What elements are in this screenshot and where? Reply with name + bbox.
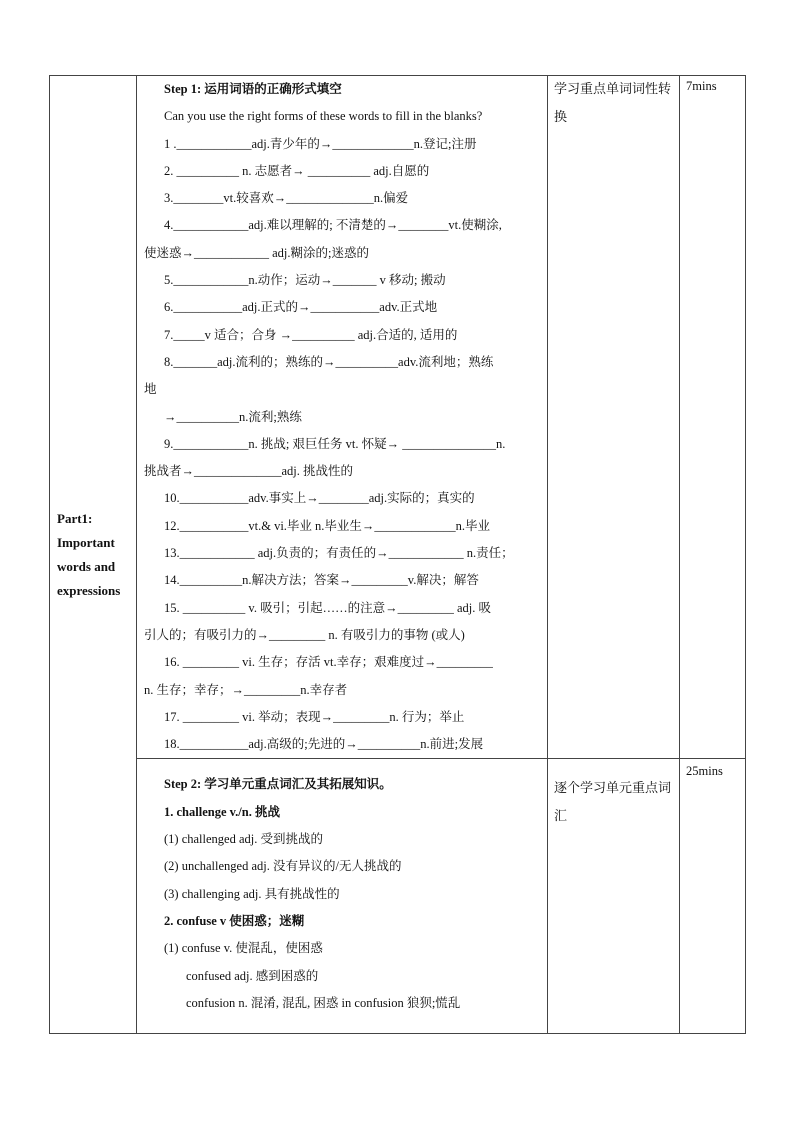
step1-time-cell <box>680 76 746 759</box>
step1-content <box>137 76 547 758</box>
text-line: 8._______adj.流利的；熟练的→__________adv.流利地；熟练 <box>164 354 494 369</box>
text-line: Step 2: 学习单元重点词汇及其拓展知识。 <box>164 777 392 792</box>
text-line: 3.________vt.较喜欢→______________n.偏爱 <box>164 191 409 206</box>
text-line: 5.____________n.动作；运动→_______ v 移动; 搬动 <box>164 273 446 288</box>
text-line: 2. confuse v 使困惑；迷糊 <box>164 913 305 928</box>
text-line: 6.___________adj.正式的→___________adv.正式地 <box>164 300 438 315</box>
step1-note-cell <box>548 76 680 759</box>
text-line: 4.____________adj.难以理解的; 不清楚的→________vt.使糊涂, <box>164 218 502 233</box>
step2-content <box>137 759 547 1017</box>
text-line: 使迷惑→____________ adj.糊涂的;迷惑的 <box>144 245 369 260</box>
text-line: 1 .____________adj.青少年的→_____________n.登记;注册 <box>164 136 477 151</box>
text-line: Can you use the right forms of these words to fill in the blanks? <box>164 109 483 124</box>
text-line: 17. _________ vi. 举动；表现→_________n. 行为；举止 <box>164 709 465 724</box>
text-line: 15. __________ v. 吸引；引起……的注意→_________ adj. 吸 <box>164 600 491 615</box>
step2-cell <box>137 759 548 1034</box>
text-line: (2) unchallenged adj. 没有异议的/无人挑战的 <box>164 859 402 874</box>
text-line: 10.___________adv.事实上→________adj.实际的；真实的 <box>164 491 475 506</box>
lesson-plan-table <box>49 75 746 1034</box>
text-line: confusion n. 混淆, 混乱, 困惑 in confusion 狼狈;慌乱 <box>186 995 461 1010</box>
step2-note-cell <box>548 759 680 1034</box>
step1-time: 7mins <box>686 79 717 93</box>
text-line: 14.__________n.解决方法；答案→_________v.解决；解答 <box>164 573 479 588</box>
step2-time: 25mins <box>686 764 723 779</box>
text-line: (1) confuse v. 使混乱，使困惑 <box>164 941 323 956</box>
text-line: 7._____v 适合；合身 →__________ adj.合适的, 适用的 <box>164 327 458 342</box>
text-line: n. 生存；幸存；→_________n.幸存者 <box>144 682 348 697</box>
text-line: 18.___________adj.高级的;先进的→__________n.前进;发展 <box>164 737 484 752</box>
step2-time-cell <box>680 759 746 1034</box>
table-row <box>50 759 746 1034</box>
step1-cell <box>137 76 548 759</box>
text-line: 9.____________n. 挑战; 艰巨任务 vt. 怀疑→ _______________n. <box>164 436 506 451</box>
text-line: 12.___________vt.& vi.毕业 n.毕业生→_____________n.毕业 <box>164 518 491 533</box>
part-label: Part1: Important words and expressions <box>57 510 121 598</box>
text-line: 引人的；有吸引力的→_________ n. 有吸引力的事物 (或人) <box>144 627 465 642</box>
part-cell <box>50 76 137 1034</box>
table-row <box>50 76 746 759</box>
text-line: →__________n.流利;熟练 <box>164 409 302 424</box>
text-line: Step 1: 运用词语的正确形式填空 <box>164 82 342 96</box>
step1-note: 学习重点单词词性转换 <box>554 82 672 125</box>
text-line: 2. __________ n. 志愿者→ __________ adj.自愿的 <box>164 163 430 178</box>
text-line: 1. challenge v./n. 挑战 <box>164 804 280 819</box>
text-line: (3) challenging adj. 具有挑战性的 <box>164 886 340 901</box>
text-line: 16. _________ vi. 生存；存活 vt.幸存；艰难度过→_________ <box>164 655 493 670</box>
text-line: confused adj. 感到困惑的 <box>186 968 319 983</box>
text-line: 13.____________ adj.负责的；有责任的→____________ n.责任； <box>164 546 514 561</box>
text-line: 地 <box>144 382 157 397</box>
step2-note: 逐个学习单元重点词汇 <box>554 781 672 825</box>
text-line: (1) challenged adj. 受到挑战的 <box>164 832 323 847</box>
text-line: 挑战者→______________adj. 挑战性的 <box>144 464 354 479</box>
